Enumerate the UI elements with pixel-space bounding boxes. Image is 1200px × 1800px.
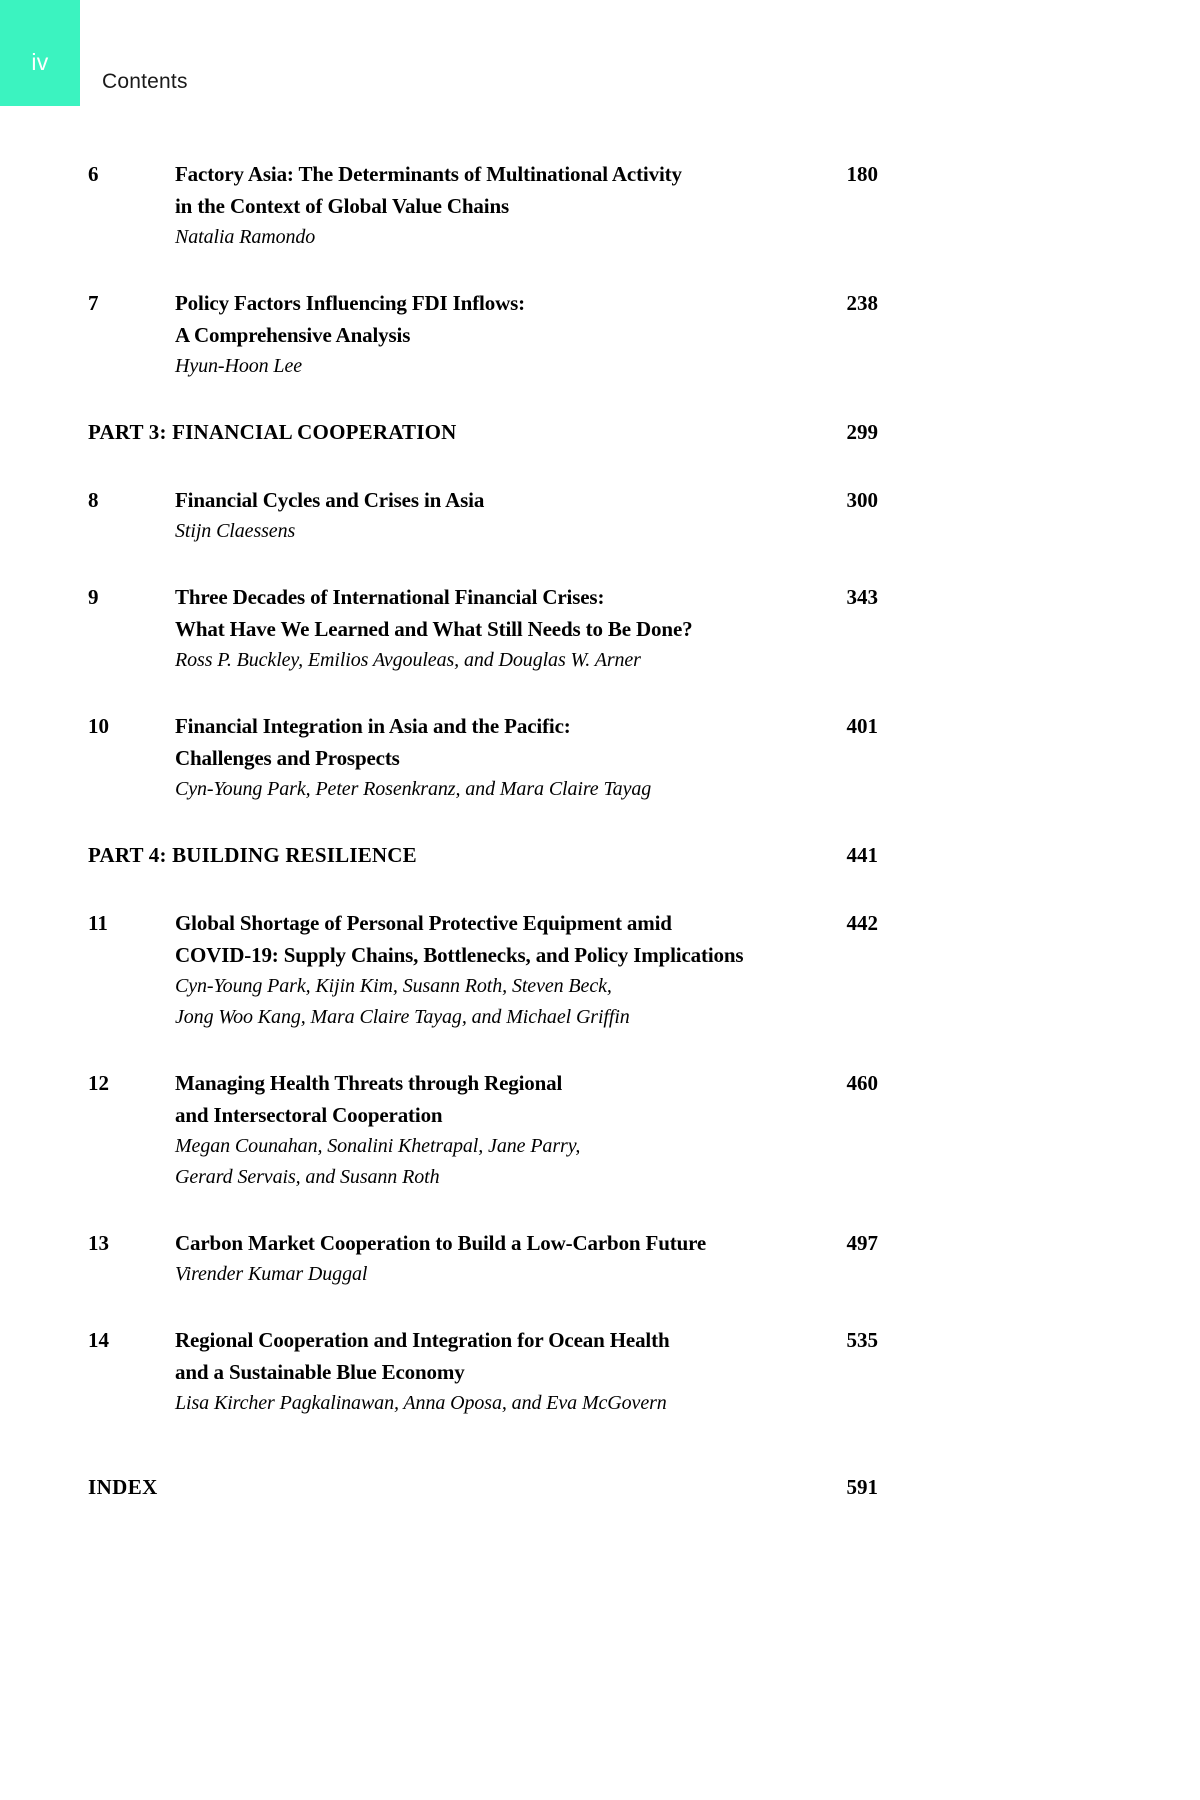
chapter-number: 9 bbox=[88, 585, 99, 609]
toc-entry-body bbox=[175, 484, 878, 547]
toc-entry-body bbox=[175, 710, 878, 805]
toc-entry[interactable] bbox=[88, 158, 878, 253]
chapter-authors bbox=[175, 645, 878, 676]
chapter-authors-line: Cyn-Young Park, Peter Rosenkranz, and Mara Claire Tayag bbox=[175, 778, 652, 800]
toc-entry[interactable] bbox=[88, 287, 878, 382]
chapter-page-number: 535 bbox=[846, 1328, 878, 1352]
chapter-page-number: 401 bbox=[846, 714, 878, 738]
chapter-title bbox=[175, 158, 815, 222]
chapter-number: 7 bbox=[88, 291, 99, 315]
chapter-title-line: COVID-19: Supply Chains, Bottlenecks, and Policy Implications bbox=[175, 943, 744, 967]
part-heading-page-number: 299 bbox=[846, 420, 878, 444]
index-entry[interactable] bbox=[88, 1471, 878, 1503]
toc-entry-body bbox=[175, 907, 878, 1033]
chapter-title bbox=[175, 484, 815, 516]
chapter-title bbox=[175, 907, 815, 971]
chapter-page-number: 442 bbox=[846, 911, 878, 935]
chapter-title-line: and Intersectoral Cooperation bbox=[175, 1103, 443, 1127]
toc-entry[interactable] bbox=[88, 907, 878, 1033]
chapter-title-line: Three Decades of International Financial Crises: bbox=[175, 585, 605, 609]
index-label: INDEX bbox=[88, 1475, 158, 1499]
chapter-page-number: 300 bbox=[846, 488, 878, 512]
chapter-title-line: Carbon Market Cooperation to Build a Low-Carbon Future bbox=[175, 1231, 707, 1255]
chapter-authors-line: Stijn Claessens bbox=[175, 520, 296, 542]
chapter-title-line: Global Shortage of Personal Protective Equipment amid bbox=[175, 911, 672, 935]
running-head-title: Contents bbox=[102, 70, 188, 93]
chapter-title bbox=[175, 581, 815, 645]
chapter-title-line: A Comprehensive Analysis bbox=[175, 323, 411, 347]
part-heading-label: PART 4: BUILDING RESILIENCE bbox=[88, 843, 417, 867]
chapter-number: 13 bbox=[88, 1231, 109, 1255]
toc-entry[interactable] bbox=[88, 484, 878, 547]
toc-entry[interactable] bbox=[88, 581, 878, 676]
chapter-title bbox=[175, 1227, 815, 1259]
chapter-number: 6 bbox=[88, 162, 99, 186]
chapter-title-line: Regional Cooperation and Integration for Ocean Health bbox=[175, 1328, 670, 1352]
chapter-authors bbox=[175, 1259, 878, 1290]
index-page-number: 591 bbox=[846, 1475, 878, 1499]
toc-entry[interactable] bbox=[88, 1324, 878, 1419]
chapter-number: 10 bbox=[88, 714, 109, 738]
chapter-authors-line: Natalia Ramondo bbox=[175, 226, 316, 248]
chapter-authors-line: Lisa Kircher Pagkalinawan, Anna Oposa, and Eva McGovern bbox=[175, 1392, 667, 1414]
toc-entry[interactable] bbox=[88, 710, 878, 805]
part-heading-label: PART 3: FINANCIAL COOPERATION bbox=[88, 420, 457, 444]
table-of-contents bbox=[88, 158, 878, 1503]
part-heading-page-number: 441 bbox=[846, 843, 878, 867]
chapter-title bbox=[175, 1324, 815, 1388]
chapter-authors bbox=[175, 774, 878, 805]
toc-entry-body bbox=[175, 1067, 878, 1193]
chapter-number: 8 bbox=[88, 488, 99, 512]
chapter-title-line: Financial Cycles and Crises in Asia bbox=[175, 488, 485, 512]
chapter-number: 12 bbox=[88, 1071, 109, 1095]
chapter-authors bbox=[175, 516, 878, 547]
chapter-authors-line: Hyun-Hoon Lee bbox=[175, 355, 303, 377]
toc-entry-body bbox=[175, 1324, 878, 1419]
chapter-authors bbox=[175, 971, 878, 1033]
chapter-page-number: 497 bbox=[846, 1231, 878, 1255]
chapter-title-line: Challenges and Prospects bbox=[175, 746, 400, 770]
chapter-page-number: 180 bbox=[846, 162, 878, 186]
chapter-title-line: Managing Health Threats through Regional bbox=[175, 1071, 563, 1095]
chapter-title-line: Factory Asia: The Determinants of Multinational Activity bbox=[175, 162, 682, 186]
chapter-number: 14 bbox=[88, 1328, 109, 1352]
chapter-authors-line: Cyn-Young Park, Kijin Kim, Susann Roth, Steven Beck, bbox=[175, 975, 612, 997]
chapter-page-number: 460 bbox=[846, 1071, 878, 1095]
toc-entry-body bbox=[175, 1227, 878, 1290]
chapter-authors bbox=[175, 351, 878, 382]
part-heading[interactable] bbox=[88, 416, 878, 448]
chapter-authors-line: Jong Woo Kang, Mara Claire Tayag, and Michael Griffin bbox=[175, 1006, 630, 1028]
chapter-authors bbox=[175, 1131, 878, 1193]
part-heading[interactable] bbox=[88, 839, 878, 871]
chapter-authors-line: Megan Counahan, Sonalini Khetrapal, Jane Parry, bbox=[175, 1135, 581, 1157]
page-folio-number: iv bbox=[31, 48, 49, 75]
chapter-title-line: in the Context of Global Value Chains bbox=[175, 194, 510, 218]
chapter-authors-line: Ross P. Buckley, Emilios Avgouleas, and Douglas W. Arner bbox=[175, 649, 641, 671]
toc-entry-body bbox=[175, 158, 878, 253]
toc-entry-body bbox=[175, 581, 878, 676]
chapter-authors-line: Gerard Servais, and Susann Roth bbox=[175, 1166, 440, 1188]
chapter-title bbox=[175, 1067, 815, 1131]
chapter-title-line: What Have We Learned and What Still Needs to Be Done? bbox=[175, 617, 693, 641]
chapter-title bbox=[175, 710, 815, 774]
chapter-number: 11 bbox=[88, 911, 108, 935]
chapter-authors-line: Virender Kumar Duggal bbox=[175, 1263, 368, 1285]
chapter-authors bbox=[175, 222, 878, 253]
toc-entry-body bbox=[175, 287, 878, 382]
chapter-page-number: 343 bbox=[846, 585, 878, 609]
chapter-page-number: 238 bbox=[846, 291, 878, 315]
chapter-title bbox=[175, 287, 815, 351]
chapter-authors bbox=[175, 1388, 878, 1419]
chapter-title-line: Policy Factors Influencing FDI Inflows: bbox=[175, 291, 525, 315]
running-head bbox=[0, 0, 1200, 106]
chapter-title-line: Financial Integration in Asia and the Pacific: bbox=[175, 714, 571, 738]
toc-entry[interactable] bbox=[88, 1227, 878, 1290]
chapter-title-line: and a Sustainable Blue Economy bbox=[175, 1360, 465, 1384]
toc-entry[interactable] bbox=[88, 1067, 878, 1193]
